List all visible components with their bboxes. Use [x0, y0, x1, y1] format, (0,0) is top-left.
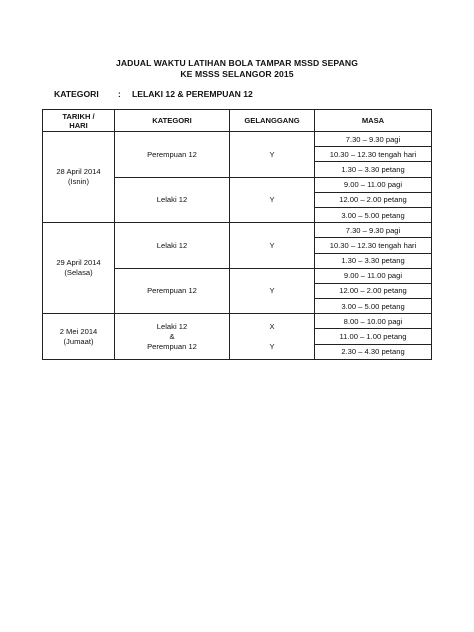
- table-row: [43, 314, 432, 329]
- kategori-key: KATEGORI: [54, 89, 99, 99]
- masa-cell: 7.30 – 9.30 pagi: [315, 223, 432, 238]
- masa-cell: 10.30 – 12.30 tengah hari: [315, 147, 432, 162]
- kategori-cell: Perempuan 12: [115, 132, 230, 178]
- header-kategori: KATEGORI: [115, 110, 230, 132]
- table-row: [43, 223, 432, 238]
- masa-cell: 3.00 – 5.00 petang: [315, 207, 432, 222]
- gelanggang-cell: Y: [230, 268, 315, 314]
- masa-cell: 8.00 – 10.00 pagi: [315, 314, 432, 329]
- table-row: [43, 132, 432, 147]
- kategori-separator: :: [118, 89, 121, 99]
- masa-cell: 1.30 – 3.30 petang: [315, 253, 432, 268]
- kategori-value: LELAKI 12 & PEREMPUAN 12: [132, 89, 253, 99]
- kategori-cell: Lelaki 12: [115, 223, 230, 269]
- masa-cell: 3.00 – 5.00 petang: [315, 299, 432, 314]
- kategori-cell: Lelaki 12 & Perempuan 12: [115, 314, 230, 360]
- masa-cell: 9.00 – 11.00 pagi: [315, 268, 432, 283]
- kategori-line: [54, 89, 253, 99]
- masa-cell: 10.30 – 12.30 tengah hari: [315, 238, 432, 253]
- document-title-line1: JADUAL WAKTU LATIHAN BOLA TAMPAR MSSD SEPANG: [116, 58, 358, 68]
- masa-cell: 9.00 – 11.00 pagi: [315, 177, 432, 192]
- document-title-line2: KE MSSS SELANGOR 2015: [180, 69, 294, 79]
- masa-cell: 12.00 – 2.00 petang: [315, 283, 432, 298]
- date-cell: 29 April 2014 (Selasa): [43, 223, 115, 314]
- date-cell: 2 Mei 2014 (Jumaat): [43, 314, 115, 360]
- header-gelanggang: GELANGGANG: [230, 110, 315, 132]
- masa-cell: 1.30 – 3.30 petang: [315, 162, 432, 177]
- gelanggang-cell: Y: [230, 132, 315, 178]
- gelanggang-cell: X Y: [230, 314, 315, 360]
- kategori-cell: Perempuan 12: [115, 268, 230, 314]
- header-tarikh: TARIKH / HARI: [43, 110, 115, 132]
- schedule-table: [42, 109, 432, 360]
- header-masa: MASA: [315, 110, 432, 132]
- gelanggang-cell: Y: [230, 177, 315, 223]
- masa-cell: 2.30 – 4.30 petang: [315, 344, 432, 359]
- date-cell: 28 April 2014 (Isnin): [43, 132, 115, 223]
- masa-cell: 7.30 – 9.30 pagi: [315, 132, 432, 147]
- kategori-cell: Lelaki 12: [115, 177, 230, 223]
- gelanggang-cell: Y: [230, 223, 315, 269]
- masa-cell: 11.00 – 1.00 petang: [315, 329, 432, 344]
- header-row: [43, 110, 432, 132]
- masa-cell: 12.00 – 2.00 petang: [315, 192, 432, 207]
